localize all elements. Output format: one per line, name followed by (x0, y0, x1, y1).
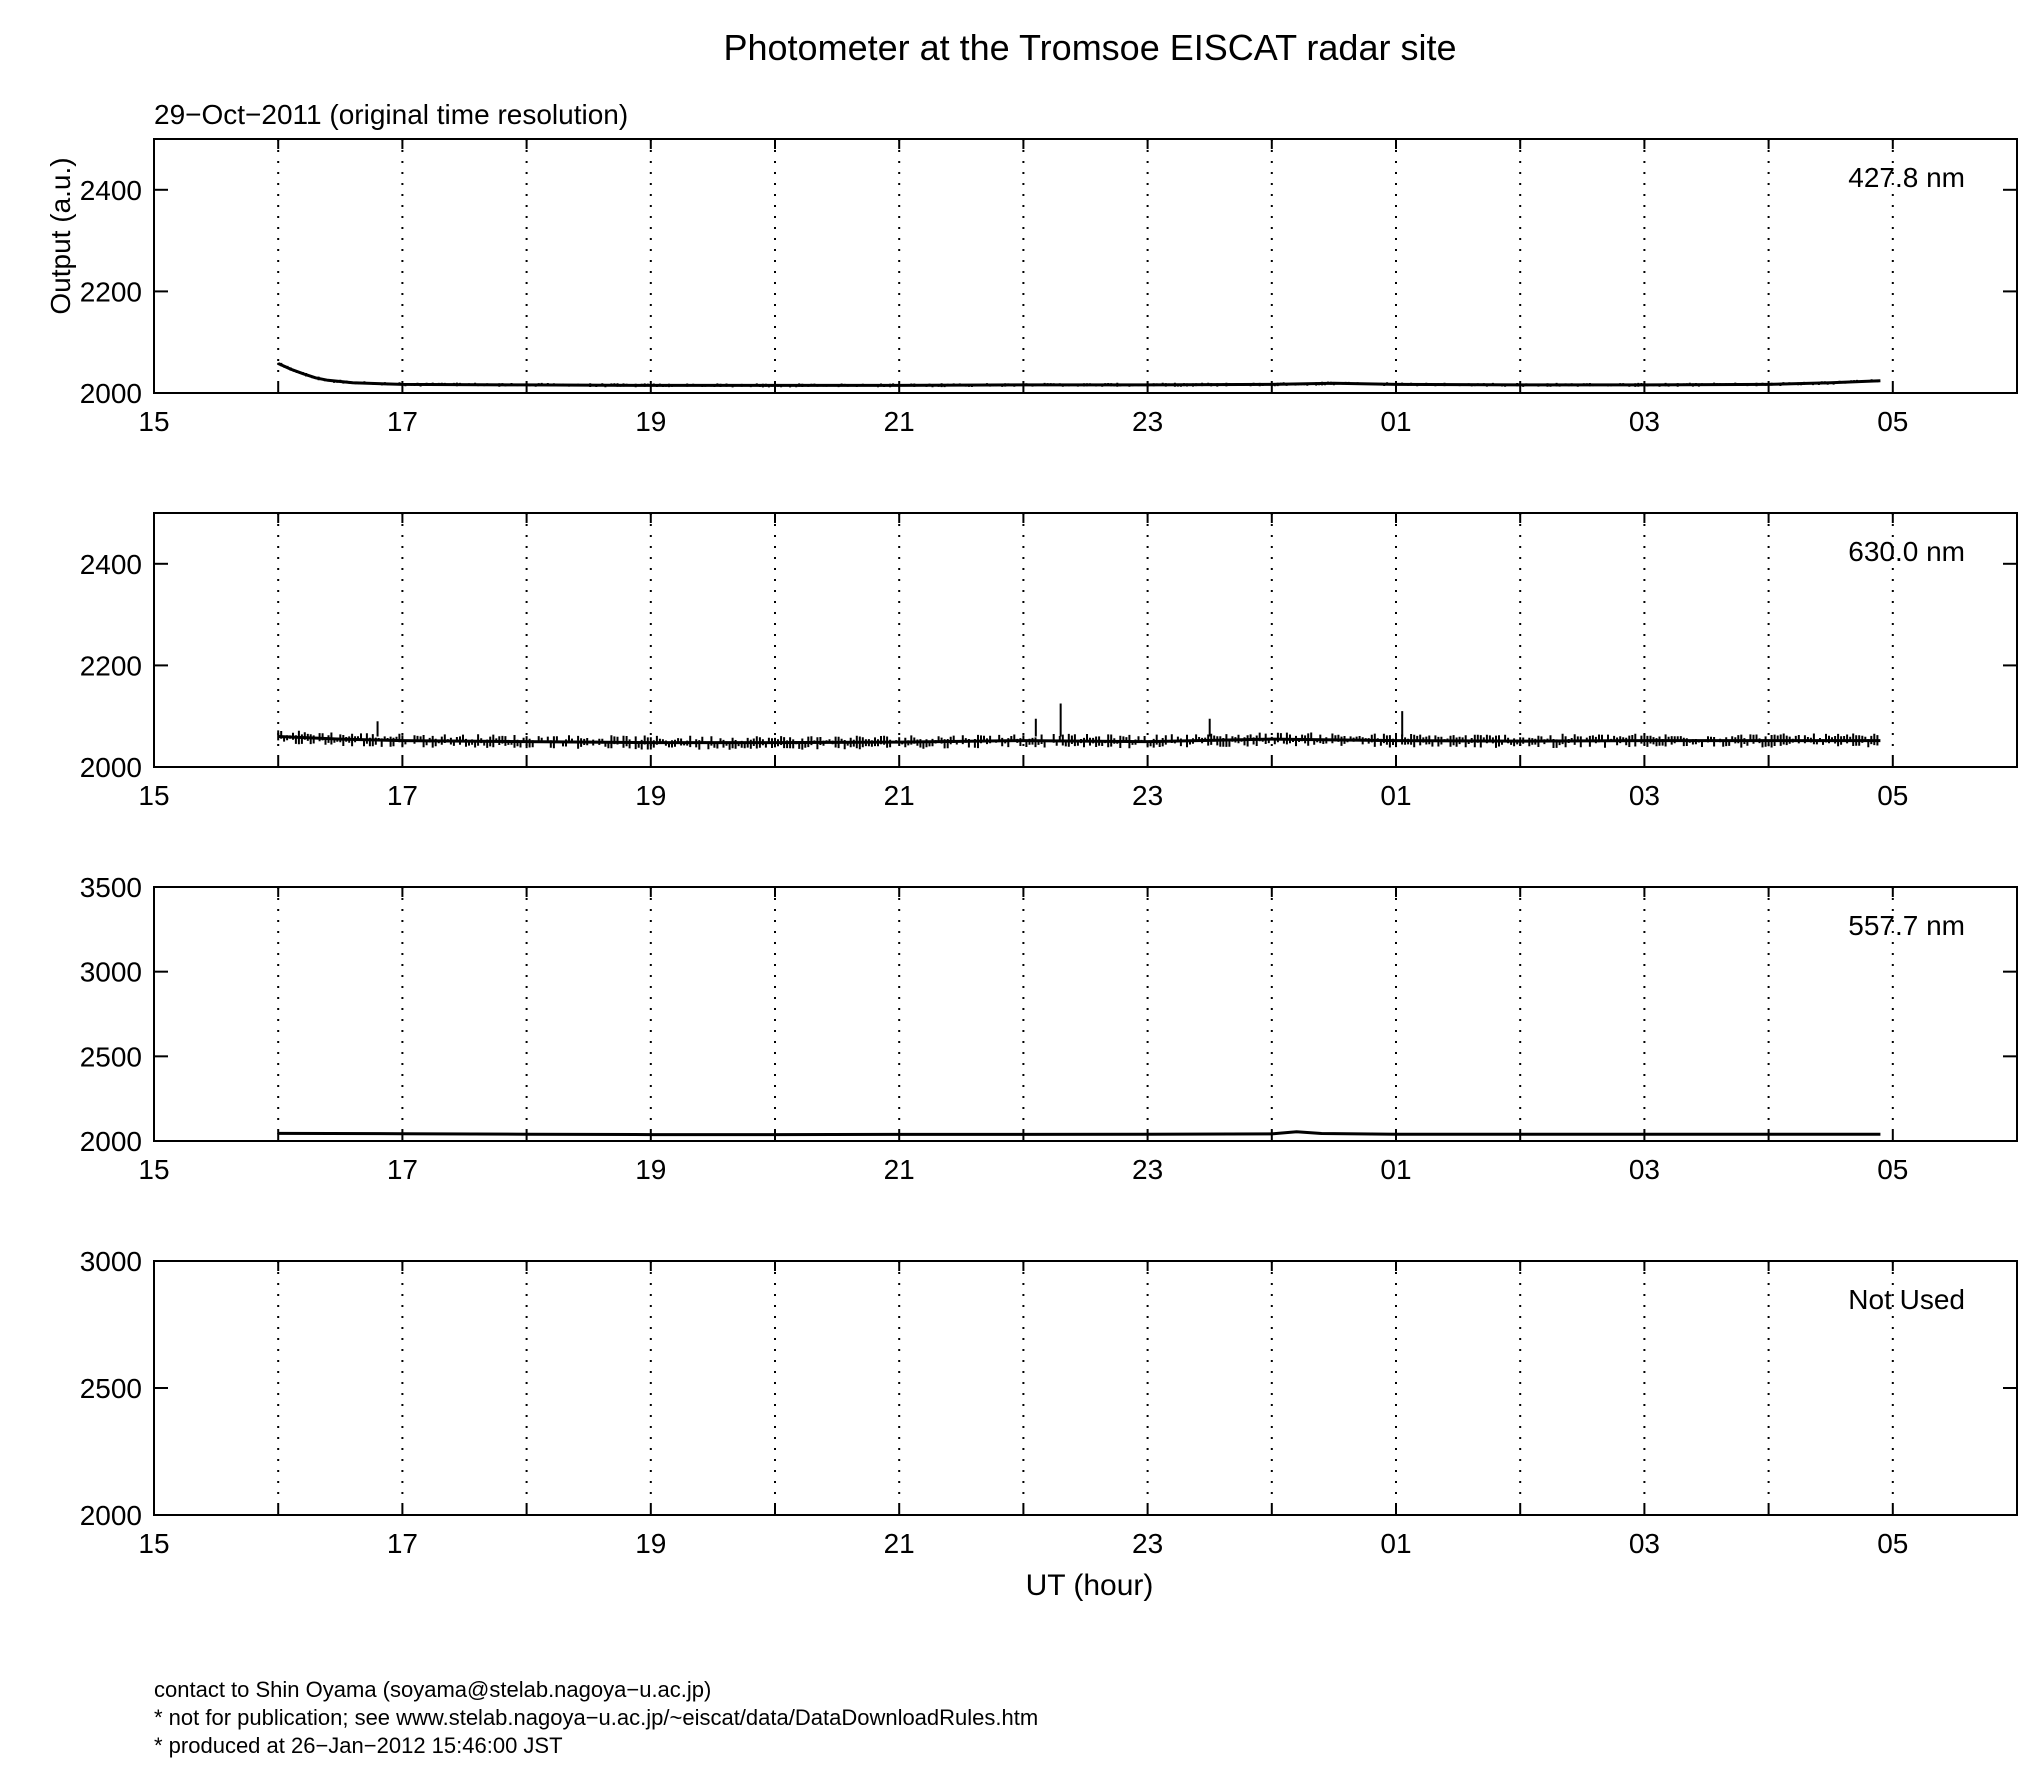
y-tick-label: 3500 (79, 872, 142, 903)
x-tick-label: 05 (1877, 780, 1909, 811)
x-tick-label: 03 (1628, 1528, 1660, 1559)
x-tick-label: 21 (883, 780, 915, 811)
x-tick-label: 03 (1628, 1154, 1660, 1185)
x-tick-label: 01 (1380, 780, 1412, 811)
x-tick-label: 05 (1877, 406, 1909, 437)
panel-wavelength-label: Not Used (1848, 1284, 1965, 1315)
x-tick-label: 01 (1380, 1154, 1412, 1185)
x-tick-label: 21 (883, 1154, 915, 1185)
x-tick-label: 17 (386, 406, 418, 437)
y-tick-label: 2500 (79, 1041, 142, 1073)
panel-4 (80, 1246, 2017, 1602)
panel-1 (45, 139, 2017, 437)
x-tick-label: 17 (386, 1528, 418, 1559)
x-tick-label: 23 (1132, 1528, 1164, 1559)
x-tick-label: 03 (1628, 406, 1660, 437)
y-axis-label: Output (a.u.) (45, 157, 76, 315)
x-tick-label: 19 (635, 1528, 667, 1559)
panel-wavelength-label: 427.8 nm (1848, 162, 1965, 193)
y-tick-label: 2200 (79, 650, 142, 682)
series-line (278, 737, 1880, 743)
panel-wavelength-label: 630.0 nm (1848, 536, 1965, 567)
panel-frame (154, 513, 2017, 767)
x-tick-label: 15 (138, 780, 170, 811)
y-tick-label: 3000 (79, 956, 142, 988)
y-tick-label: 2400 (79, 174, 142, 206)
y-tick-label: 2000 (79, 752, 142, 783)
x-tick-label: 15 (138, 1154, 170, 1185)
x-tick-label: 19 (635, 406, 667, 437)
panel-3 (80, 872, 2017, 1185)
y-tick-label: 2000 (79, 1126, 142, 1157)
figure-title: Photometer at the Tromsoe EISCAT radar site (723, 27, 1457, 68)
y-tick-label: 2400 (79, 548, 142, 580)
y-tick-label: 2000 (79, 378, 142, 409)
series-line (278, 1132, 1880, 1135)
y-tick-label: 2000 (79, 1500, 142, 1531)
x-tick-label: 23 (1132, 1154, 1164, 1185)
series-line (278, 364, 1880, 386)
y-tick-label: 2500 (79, 1373, 142, 1404)
x-tick-label: 21 (883, 406, 915, 437)
chart-panels (45, 139, 2017, 1602)
y-tick-label: 2200 (79, 276, 142, 308)
y-tick-label: 3000 (79, 1246, 142, 1277)
panel-frame (154, 887, 2017, 1141)
x-tick-label: 21 (883, 1528, 915, 1559)
panel-2 (80, 513, 2017, 811)
x-tick-label: 15 (138, 406, 170, 437)
figure-subtitle: 29−Oct−2011 (original time resolution) (154, 99, 629, 130)
x-tick-label: 23 (1132, 406, 1164, 437)
x-tick-label: 05 (1877, 1528, 1909, 1559)
x-tick-label: 01 (1380, 1528, 1412, 1559)
x-tick-label: 05 (1877, 1154, 1909, 1185)
x-tick-label: 23 (1132, 780, 1164, 811)
x-tick-label: 19 (635, 1154, 667, 1185)
x-tick-label: 17 (386, 1154, 418, 1185)
x-tick-label: 01 (1380, 406, 1412, 437)
footer-publication-note: * not for publication; see www.stelab.nagoya−u.ac.jp/~eiscat/data/DataDownloadRules.htm (154, 1705, 1039, 1730)
x-tick-label: 19 (635, 780, 667, 811)
panel-wavelength-label: 557.7 nm (1848, 910, 1965, 941)
x-tick-label: 17 (386, 780, 418, 811)
x-tick-label: 03 (1628, 780, 1660, 811)
footer-contact: contact to Shin Oyama (soyama@stelab.nagoya−u.ac.jp) (154, 1677, 712, 1702)
x-axis-label: UT (hour) (1025, 1569, 1154, 1602)
footer-produced: * produced at 26−Jan−2012 15:46:00 JST (154, 1733, 563, 1758)
panel-frame (154, 1261, 2017, 1515)
panel-frame (154, 139, 2017, 393)
x-tick-label: 15 (138, 1528, 170, 1559)
